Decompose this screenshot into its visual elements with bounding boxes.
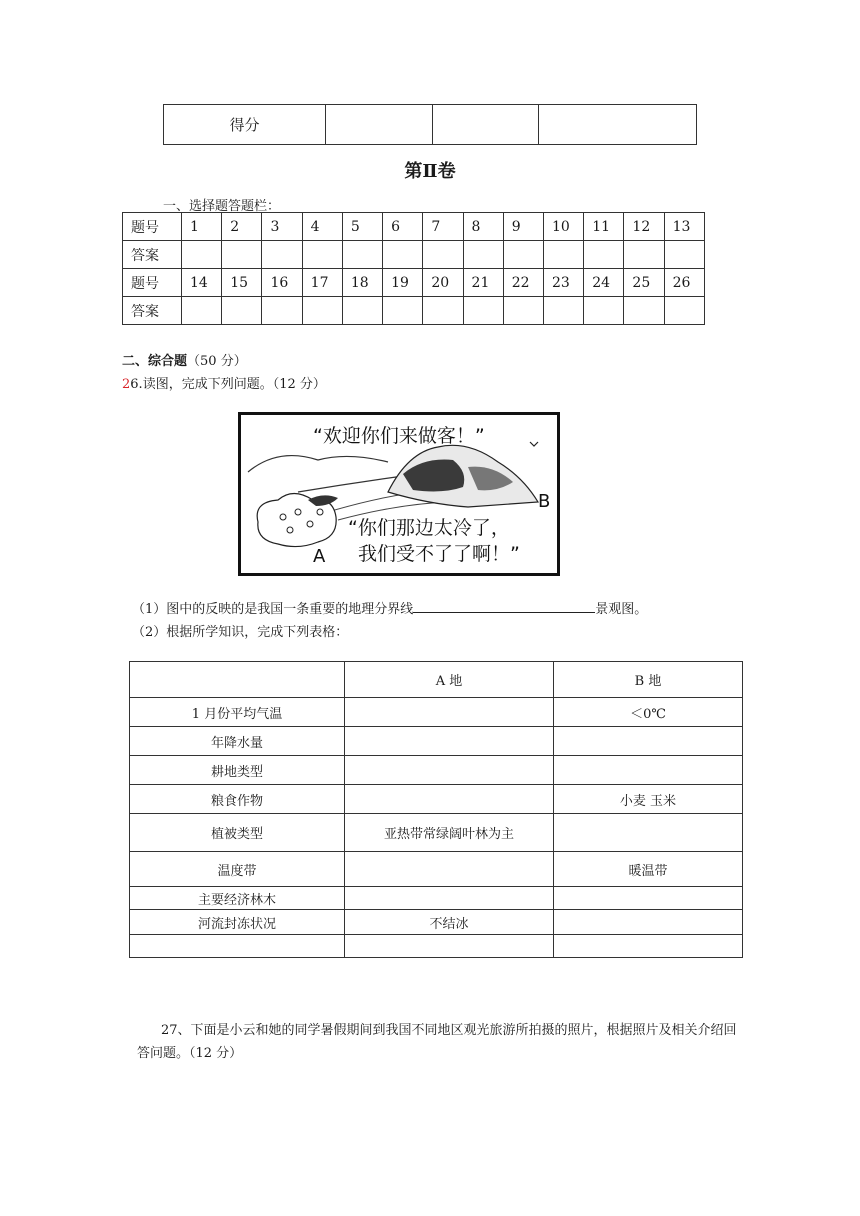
answer-cell[interactable] [543,241,583,269]
question-number: 11 [584,213,624,241]
row-label: 主要经济林木 [130,887,345,910]
table-row [130,698,743,727]
answer-cell[interactable] [664,297,704,325]
score-cell [539,105,697,145]
number-row-1 [123,213,705,241]
table-row [130,727,743,756]
answer-cell[interactable] [222,241,262,269]
answer-cell[interactable] [342,297,382,325]
answer-cell[interactable] [423,241,463,269]
row-label: 年降水量 [130,727,345,756]
header-cell [130,662,345,698]
question-number: 16 [262,269,302,297]
cartoon-illustration [238,412,560,576]
question-number: 15 [222,269,262,297]
table-cell[interactable] [345,756,554,785]
question-number: 25 [624,269,664,297]
header-cell: B 地 [554,662,743,698]
answer-cell[interactable] [302,241,342,269]
answer-cell[interactable] [262,297,302,325]
table-cell[interactable]: 亚热带常绿阔叶林为主 [345,814,554,852]
table-cell[interactable] [345,887,554,910]
row-label: 温度带 [130,852,345,887]
row-label-number: 题号 [123,269,182,297]
question-number: 9 [503,213,543,241]
row-label: 1 月份平均气温 [130,698,345,727]
answer-cell[interactable] [503,241,543,269]
row-label: 粮食作物 [130,785,345,814]
question-number: 23 [543,269,583,297]
subquestion-1-tail: 景观图。 [595,602,648,617]
score-label: 得分 [164,105,326,145]
answer-cell[interactable] [543,297,583,325]
table-header-row [130,662,743,698]
header-cell: A 地 [345,662,554,698]
table-cell[interactable]: 不结冰 [345,910,554,935]
question-number: 4 [302,213,342,241]
question-number: 21 [463,269,503,297]
answer-row-1 [123,241,705,269]
table-cell[interactable]: 暖温带 [554,852,743,887]
table-cell[interactable] [554,727,743,756]
table-row [130,935,743,958]
score-cell [326,105,433,145]
comparison-table [129,661,743,958]
question-number: 10 [543,213,583,241]
table-row [130,910,743,935]
question-number: 19 [383,269,423,297]
speech-bottom-line1: “你们那边太冷了， [348,517,510,539]
answer-cell[interactable] [182,297,222,325]
subquestion-2: （2）根据所学知识，完成下列表格： [132,625,349,640]
question-number: 26 [664,269,704,297]
row-label-number: 题号 [123,213,182,241]
answer-cell[interactable] [463,241,503,269]
table-row [130,756,743,785]
answer-cell[interactable] [423,297,463,325]
subquestion-1 [132,598,647,617]
table-row [130,887,743,910]
question-number: 7 [423,213,463,241]
question-number: 20 [423,269,463,297]
table-cell[interactable] [554,935,743,958]
row-label [130,935,345,958]
score-table [163,104,697,145]
row-label-answer: 答案 [123,297,182,325]
table-cell[interactable] [554,756,743,785]
question-number: 2 [222,213,262,241]
question-number: 13 [664,213,704,241]
section2-title-text: 二、综合题 [122,354,188,369]
question-26 [122,373,326,392]
answer-cell[interactable] [262,241,302,269]
speech-top: “欢迎你们来做客！” [313,425,485,447]
question-27: 27、下面是小云和她的同学暑假期间到我国不同地区观光旅游所拍摄的照片，根据照片及相关介绍回答问题。（12 分） [137,1023,737,1061]
question-number: 8 [463,213,503,241]
answer-cell[interactable] [302,297,342,325]
row-label: 植被类型 [130,814,345,852]
question-number: 18 [342,269,382,297]
answer-cell[interactable] [383,297,423,325]
table-cell[interactable] [345,852,554,887]
label-a: A [313,546,326,567]
answer-cell[interactable] [503,297,543,325]
answer-row-2 [123,297,705,325]
table-cell[interactable] [345,698,554,727]
table-cell[interactable]: 小麦 玉米 [554,785,743,814]
table-cell[interactable] [554,814,743,852]
table-cell[interactable] [345,785,554,814]
row-label: 耕地类型 [130,756,345,785]
speech-bottom-line2: 我们受不了了啊！” [358,543,520,565]
table-cell[interactable] [554,910,743,935]
answer-cell[interactable] [182,241,222,269]
volume-title: 第Ⅱ卷 [404,161,456,182]
number-row-2 [123,269,705,297]
subquestion-1-text: （1）图中的反映的是我国一条重要的地理分界线 [132,602,414,617]
question-26-number-red: 2 [122,377,131,392]
answer-cell[interactable] [342,241,382,269]
question-26-text: 读图，完成下列问题。（12 分） [142,377,326,392]
answer-blank[interactable] [413,599,595,613]
question-number: 17 [302,269,342,297]
answer-cell[interactable] [584,297,624,325]
answer-grid [122,212,705,325]
question-number: 1 [182,213,222,241]
table-cell[interactable] [345,935,554,958]
answer-cell[interactable] [222,297,262,325]
question-number: 5 [342,213,382,241]
section2-title [122,350,247,369]
section1-label: 一、选择题答题栏： [163,199,281,214]
question-number: 14 [182,269,222,297]
question-number: 3 [262,213,302,241]
question-26-number: 6. [130,377,143,392]
row-label: 河流封冻状况 [130,910,345,935]
label-b: B [538,491,551,512]
answer-cell[interactable] [624,241,664,269]
table-cell[interactable] [554,887,743,910]
table-row [130,852,743,887]
answer-cell[interactable] [383,241,423,269]
table-cell[interactable] [345,727,554,756]
table-row [130,814,743,852]
table-row [130,785,743,814]
answer-cell[interactable] [463,297,503,325]
question-number: 24 [584,269,624,297]
question-number: 22 [503,269,543,297]
question-number: 6 [383,213,423,241]
score-cell [433,105,539,145]
section2-score: （50 分） [187,354,247,369]
answer-cell[interactable] [664,241,704,269]
answer-cell[interactable] [624,297,664,325]
answer-cell[interactable] [584,241,624,269]
row-label-answer: 答案 [123,241,182,269]
table-cell[interactable]: ＜0℃ [554,698,743,727]
question-number: 12 [624,213,664,241]
